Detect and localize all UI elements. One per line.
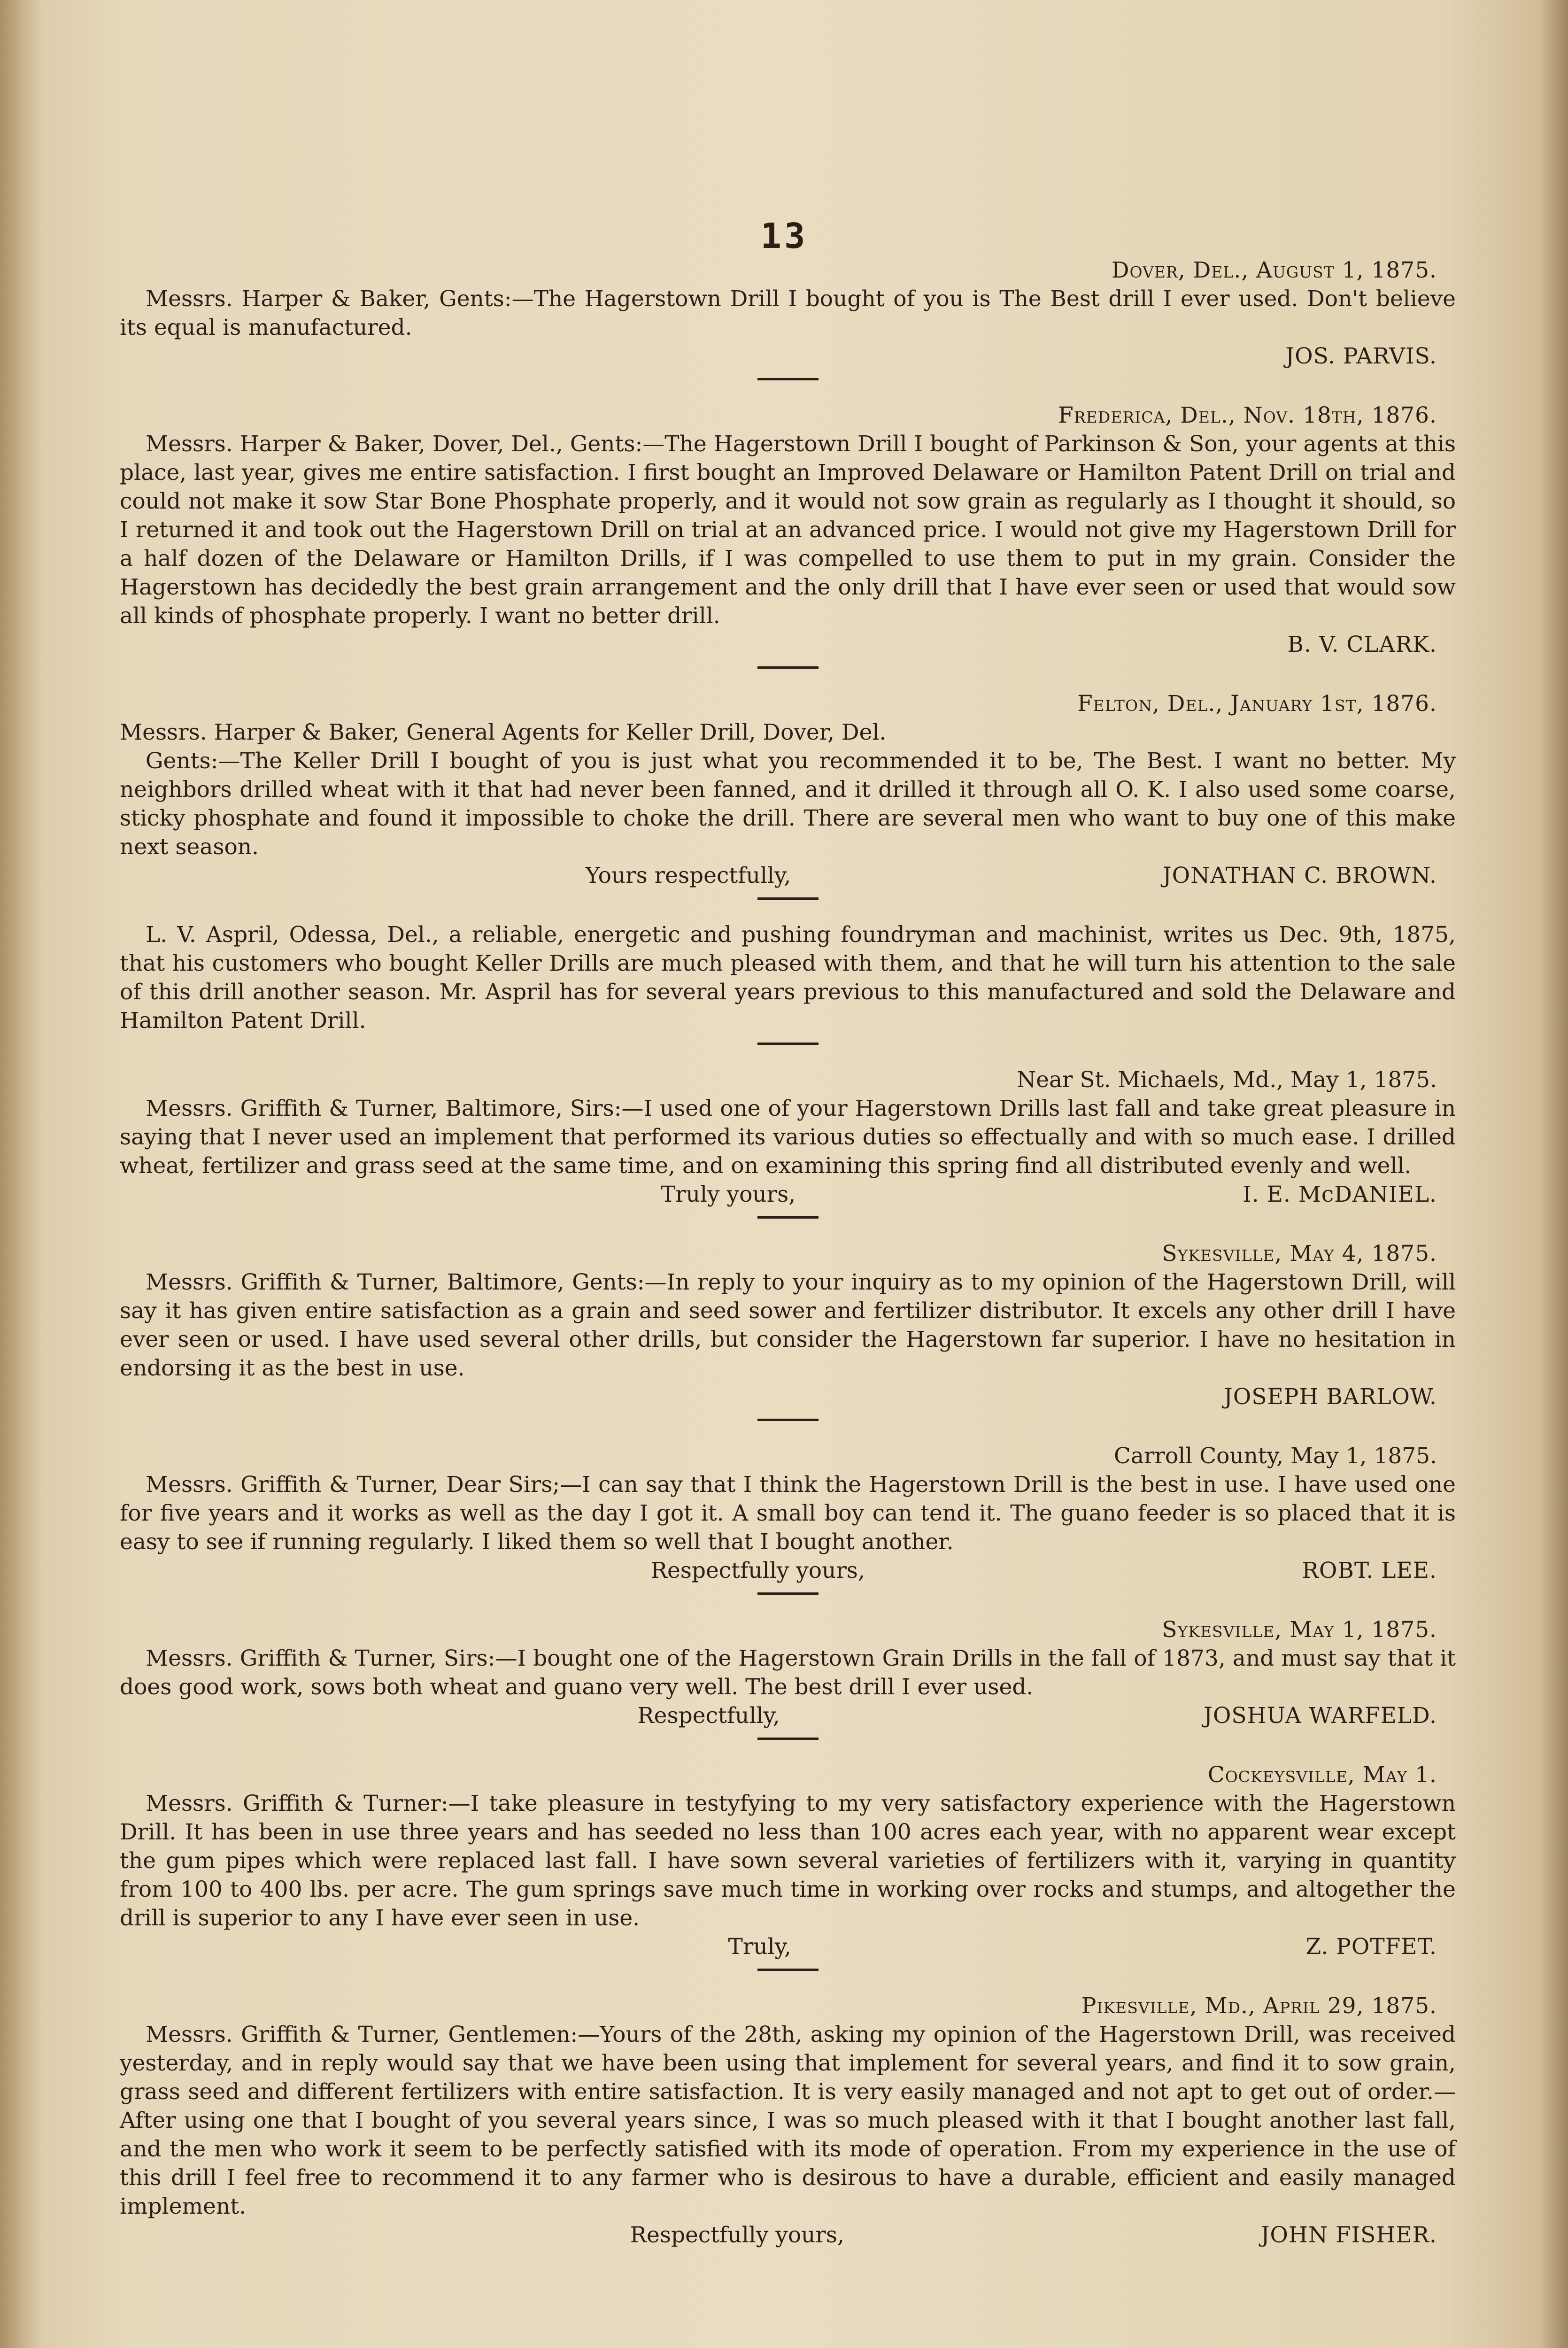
testimonial-letter [120, 401, 1456, 659]
dateline: Frederica, Del., Nov. 18th, 1876. [1058, 402, 1437, 428]
dateline: Dover, Del., August 1, 1875. [1111, 257, 1437, 283]
letter-body: Messrs. Harper & Baker, Gents:—The Hagerstown Drill I bought of you is The Best drill I ever used. Don't believe its equal is manufactured. [120, 286, 1456, 340]
signature: Z. POTFET. [1305, 1934, 1437, 1960]
letter-body: Messrs. Harper & Baker, Dover, Del., Gents:—The Hagerstown Drill I bought of Parkinson & Son, your agents at this place, last year, gives me entire satisfaction. I first bought an Improved Delaware or Hamilton Patent Drill on trial and could not make it sow Star Bone Phosphate properly, and it would not sow grain as regularly as I thought it should, so I returned it and took out the Hagerstown Drill on trial at an advanced price. I would not give my Hagerstown Drill for a half dozen of the Delaware or Hamilton Drills, if I was compelled to use them to put in my grain. Consider the Hagerstown has decidedly the best grain arrangement and the only drill that I have ever seen or used that would sow all kinds of phosphate properly. I want no better drill. [120, 431, 1456, 629]
page-spine-shadow [0, 0, 42, 2348]
signature: JOSHUA WARFELD. [1204, 1703, 1437, 1729]
testimonial-letter [120, 256, 1456, 371]
divider [757, 1419, 819, 1421]
closing: Respectfully, [637, 1703, 780, 1729]
divider [757, 1216, 819, 1219]
letter-body: Messrs. Griffith & Turner, Baltimore, Sirs:—I used one of your Hagerstown Drills last fall and take great pleasure in saying that I never used an implement that performed its various duties so effectually and with so much ease. I drilled wheat, fertilizer and grass seed at the same time, and on examining this spring find all distributed evenly and well. [120, 1096, 1456, 1179]
divider [757, 378, 819, 380]
divider [757, 1592, 819, 1595]
testimonial-letter [120, 689, 1456, 890]
testimonials [120, 256, 1456, 2249]
page-edge-shadow [1540, 0, 1568, 2348]
dateline: Pikesville, Md., April 29, 1875. [1081, 1993, 1437, 2019]
divider [757, 1969, 819, 1971]
letter-body: Messrs. Griffith & Turner, Gentlemen:—Yours of the 28th, asking my opinion of the Hagerstown Drill, was received yesterday, and in reply would say that we have been using that implement for several years, and find it to sow grain, grass seed and different fertilizers with entire satisfaction. It is very easily managed and not apt to get out of order.—After using one that I bought of you several years since, I was so much pleased with it that I bought another last fall, and the men who work it seem to be perfectly satisfied with its mode of operation. From my experience in the use of this drill I feel free to recommend it to any farmer who is desirous to have a durable, efficient and easily managed implement. [120, 2022, 1456, 2219]
testimonial-letter [120, 1442, 1456, 1585]
letter-body: Messrs. Griffith & Turner, Dear Sirs;—I can say that I think the Hagerstown Drill is the best in use. I have used one for five years and it works as well as the day I got it. A small boy can tend it. The guano feeder is so placed that it is easy to see if running regularly. I liked them so well that I bought another. [120, 1472, 1456, 1555]
divider [757, 1043, 819, 1045]
signature: JOSEPH BARLOW. [1223, 1384, 1437, 1410]
signature: JONATHAN C. BROWN. [1162, 863, 1437, 888]
dateline: Felton, Del., January 1st, 1876. [1077, 691, 1437, 717]
salutation: Messrs. Harper & Baker, General Agents for Keller Drill, Dover, Del. [120, 719, 887, 745]
signature: ROBT. LEE. [1302, 1558, 1437, 1583]
letter-body: Messrs. Griffith & Turner, Sirs:—I bought one of the Hagerstown Grain Drills in the fall of 1873, and must say that it does good work, sows both wheat and guano very well. The best drill I ever used. [120, 1645, 1456, 1700]
closing: Respectfully yours, [650, 1558, 865, 1583]
closing: Respectfully yours, [630, 2222, 844, 2248]
testimonial-letter [120, 1761, 1456, 1961]
testimonial-letter [120, 1066, 1456, 1209]
divider [757, 1738, 819, 1740]
closing: Truly, [728, 1934, 791, 1960]
closing: Truly yours, [660, 1182, 796, 1207]
testimonial-letter [120, 1615, 1456, 1730]
dateline: Sykesville, May 4, 1875. [1162, 1241, 1437, 1267]
testimonial-letter [120, 1239, 1456, 1411]
letter-body: Messrs. Griffith & Turner, Baltimore, Gents:—In reply to your inquiry as to my opinion of the Hagerstown Drill, will say it has given entire satisfaction as a grain and seed sower and fertilizer distributor. It excels any other drill I have ever seen or used. I have used several other drills, but consider the Hagerstown far superior. I have no hesitation in endorsing it as the best in use. [120, 1269, 1456, 1381]
dateline: Carroll County, May 1, 1875. [1113, 1443, 1437, 1469]
page-number: 13 [760, 216, 808, 256]
letter-body: Messrs. Griffith & Turner:—I take pleasure in testyfying to my very satisfactory experience with the Hagerstown Drill. It has been in use three years and has seeded no less than 100 acres each year, with no apparent wear except the gum pipes which were replaced last fall. I have sown several varieties of fertilizers with it, varying in quantity from 100 to 400 lbs. per acre. The gum springs save much time in working over rocks and stumps, and altogether the drill is superior to any I have ever seen in use. [120, 1791, 1456, 1931]
signature: JOS. PARVIS. [1285, 343, 1437, 369]
dateline: Sykesville, May 1, 1875. [1162, 1617, 1437, 1643]
closing: Yours respectfully, [585, 863, 791, 888]
letter-body: L. V. Aspril, Odessa, Del., a reliable, energetic and pushing foundryman and machinist, writes us Dec. 9th, 1875, that his customers who bought Keller Drills are much pleased with them, and that he will turn his attention to the sale of this drill another season. Mr. Aspril has for several years previous to this manufactured and sold the Delaware and Hamilton Patent Drill. [120, 922, 1456, 1034]
dateline: Near St. Michaels, Md., May 1, 1875. [1017, 1067, 1437, 1093]
divider [757, 666, 819, 669]
divider [757, 897, 819, 900]
dateline: Cockeysville, May 1. [1207, 1762, 1437, 1788]
signature: I. E. McDANIEL. [1243, 1182, 1437, 1207]
signature: B. V. CLARK. [1287, 632, 1437, 657]
letter-body: Gents:—The Keller Drill I bought of you is just what you recommended it to be, The Best. I want no better. My neighbors drilled wheat with it that had never been fanned, and it drilled it through all O. K. I also used some coarse, sticky phosphate and found it impossible to choke the drill. There are several men who want to buy one of this make next season. [120, 748, 1456, 860]
signature: JOHN FISHER. [1260, 2222, 1437, 2248]
testimonial-letter [120, 1992, 1456, 2249]
testimonial-note [120, 920, 1456, 1035]
